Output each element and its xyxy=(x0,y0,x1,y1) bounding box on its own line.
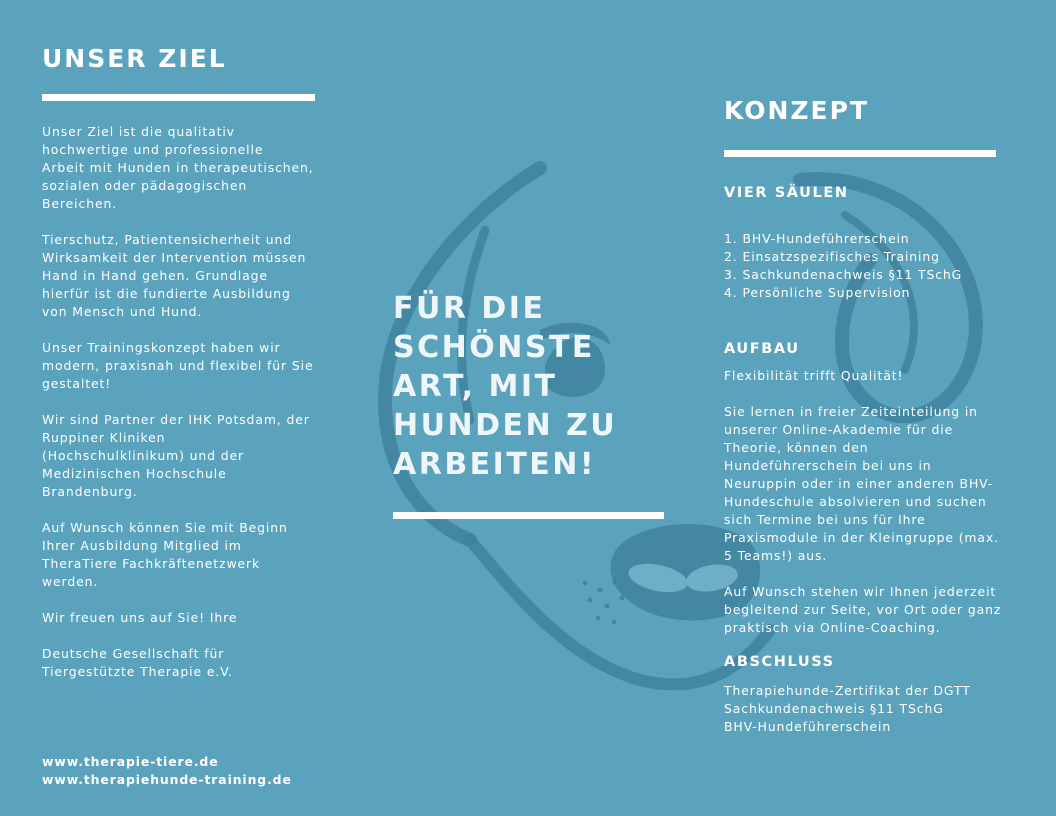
paragraph-partners xyxy=(42,411,314,501)
text-line: Wir sind Partner der IHK Potsdam, der xyxy=(42,412,310,427)
right-title: KONZEPT xyxy=(724,96,870,125)
text-line: Arbeit mit Hunden in therapeutischen, xyxy=(42,160,314,175)
text-line: Medizinischen Hochschule xyxy=(42,466,227,481)
list-item: 2. Einsatzspezifisches Training xyxy=(724,249,940,264)
paragraph-network xyxy=(42,519,314,591)
completion-list xyxy=(724,682,971,736)
section-heading-completion: ABSCHLUSS xyxy=(724,654,835,670)
left-title: UNSER ZIEL xyxy=(42,44,227,73)
text-line: Praxismodule in der Kleingruppe (max. xyxy=(724,530,999,545)
slogan-heading xyxy=(393,289,693,484)
text-line: (Hochschulklinikum) und der xyxy=(42,448,245,463)
text-line: Wirksamkeit der Intervention müssen xyxy=(42,250,307,265)
text-line: Unser Trainingskonzept haben wir xyxy=(42,340,281,355)
text-line: Deutsche Gesellschaft für xyxy=(42,646,225,661)
section-heading-pillars: VIER SÄULEN xyxy=(724,185,849,201)
text-line: TheraTiere Fachkräftenetzwerk xyxy=(42,556,261,571)
text-line: Hundeführerschein bei uns in xyxy=(724,458,932,473)
text-line: modern, praxisnah und flexibel für Sie xyxy=(42,358,314,373)
text-line: unserer Online-Akademie für die xyxy=(724,422,954,437)
text-line: Brandenburg. xyxy=(42,484,138,499)
text-line: hierfür ist die fundierte Ausbildung xyxy=(42,286,291,301)
list-item: BHV-Hundeführerschein xyxy=(724,719,892,734)
text-line: 5 Teams!) aus. xyxy=(724,548,828,563)
list-item: Sachkundenachweis §11 TSchG xyxy=(724,701,944,716)
paragraph-animal-welfare xyxy=(42,231,314,321)
text-line: Bereichen. xyxy=(42,196,118,211)
text-line: Unser Ziel ist die qualitativ xyxy=(42,124,235,139)
text-line: sich Termine bei uns für Ihre xyxy=(724,512,926,527)
slogan-line: SCHÖNSTE xyxy=(393,330,595,365)
pillars-list xyxy=(724,230,962,302)
text-line: Tiergestützte Therapie e.V. xyxy=(42,664,233,679)
website-links xyxy=(42,753,292,789)
text-line: von Mensch und Hund. xyxy=(42,304,203,319)
list-item: 4. Persönliche Supervision xyxy=(724,285,911,300)
list-item: Therapiehunde-Zertifikat der DGTT xyxy=(724,683,971,698)
text-line: Sie lernen in freier Zeiteinteilung in xyxy=(724,404,978,419)
section-heading-structure: AUFBAU xyxy=(724,341,800,357)
text-line: Hundeschule absolvieren und suchen xyxy=(724,494,987,509)
spacer xyxy=(724,565,1001,583)
slogan-underline xyxy=(393,512,664,519)
text-line: sozialen oder pädagogischen xyxy=(42,178,248,193)
slogan-line: FÜR DIE xyxy=(393,291,546,326)
spacer xyxy=(724,385,1001,403)
text-line: gestaltet! xyxy=(42,376,112,391)
text-line: hochwertige und professionelle xyxy=(42,142,264,157)
text-line: Ruppiner Kliniken xyxy=(42,430,166,445)
text-line: Auf Wunsch stehen wir Ihnen jederzeit xyxy=(724,584,997,599)
structure-text xyxy=(724,367,1001,637)
list-item: 1. BHV-Hundeführerschein xyxy=(724,231,910,246)
paragraph-goal xyxy=(42,123,314,213)
text-line: werden. xyxy=(42,574,99,589)
text-line: Wir freuen uns auf Sie! Ihre xyxy=(42,610,238,625)
left-body xyxy=(42,123,314,699)
website-link-therapiehunde-training[interactable]: www.therapiehunde-training.de xyxy=(42,772,292,787)
structure-intro: Flexibilität trifft Qualität! xyxy=(724,368,904,383)
paragraph-organization xyxy=(42,645,314,681)
list-item: 3. Sachkundenachweis §11 TSchG xyxy=(724,267,963,282)
text-line: Auf Wunsch können Sie mit Beginn xyxy=(42,520,288,535)
slogan-line: ARBEITEN! xyxy=(393,447,597,482)
slogan-line: ART, MIT xyxy=(393,369,558,404)
slogan-line: HUNDEN ZU xyxy=(393,408,618,443)
text-line: Theorie, können den xyxy=(724,440,869,455)
text-line: begleitend zur Seite, vor Ort oder ganz xyxy=(724,602,1002,617)
text-line: Tierschutz, Patientensicherheit und xyxy=(42,232,293,247)
left-title-underline xyxy=(42,94,315,101)
paragraph-closing xyxy=(42,609,314,627)
text-line: praktisch via Online-Coaching. xyxy=(724,620,941,635)
website-link-therapie-tiere[interactable]: www.therapie-tiere.de xyxy=(42,754,219,769)
paragraph-training-concept xyxy=(42,339,314,393)
text-line: Hand in Hand gehen. Grundlage xyxy=(42,268,268,283)
text-line: Neuruppin oder in einer anderen BHV- xyxy=(724,476,994,491)
right-title-underline xyxy=(724,150,996,157)
text-line: Ihrer Ausbildung Mitglied im xyxy=(42,538,242,553)
